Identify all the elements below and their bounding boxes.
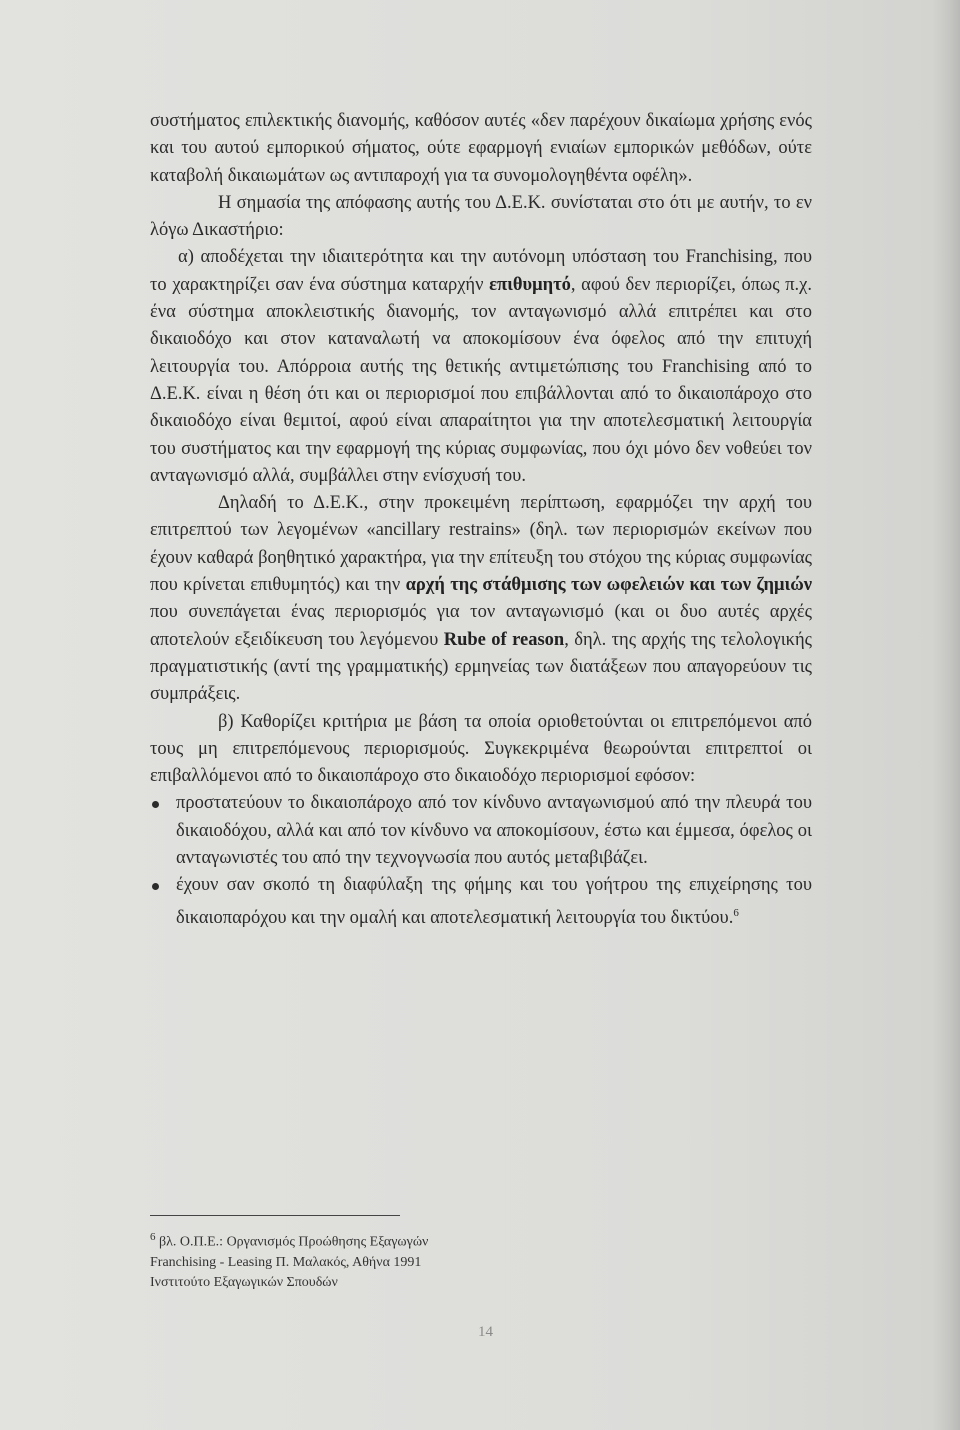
bullet-dot-icon <box>152 883 159 890</box>
footnote <box>150 1227 550 1293</box>
list-item <box>150 872 812 932</box>
body-text <box>150 108 812 932</box>
ancillary-text-mid: που συνεπάγεται ένας περιορισμός για τον ανταγωνισμό (και οι δυο αυτές αρχές αποτελούν εξειδίκευση του λεγόμενου <box>150 602 812 650</box>
point-a-bold-term: επιθυμητό <box>489 274 571 295</box>
point-a-text-cont: , αφού δεν περιορίζει, όπως π.χ. ένα σύστημα αποκλειστικής διανομής, τον ανταγωνισμό αλλά επιτρέπει και στο δικαιοδόχο και στον καταναλωτή να αποκομίσουν ένα όφελος από την επιτυχή λειτουργία του. Απόρροια αυτής της θετικής αντιμετώπισης του Franchising από το Δ.Ε.Κ. είναι η θέση ότι και οι περιορισμοί που επιβάλλονται από το δικαιοπάροχο στο δικαιοδόχο είναι θεμιτοί, αφού είναι απαραίτητοι για την αποτελεσματική λειτουργία του συστήματος και την εφαρμογή της κύριας συμφωνίας, που όχι μόνο δεν νοθεύει τον ανταγωνισμό αλλά, συμβάλλει στην ενίσχυσή του. <box>150 274 812 486</box>
footnote-divider <box>150 1215 400 1216</box>
footnote-text-1: βλ. Ο.Π.Ε.: Οργανισμός Προώθησης Εξαγωγών <box>159 1234 429 1250</box>
list-item-text: έχουν σαν σκοπό τη διαφύλαξη της φήμης και του γοήτρου της επιχείρησης του δικαιοπαρόχου και την ομαλή και αποτελεσματική λειτουργία του δικτύου. <box>176 875 812 928</box>
footnote-line-3: Ινστιτούτο Εξαγωγικών Σπουδών <box>150 1274 338 1290</box>
paragraph-significance: Η σημασία της απόφασης αυτής του Δ.Ε.Κ. συνίσταται στο ότι με αυτήν, το εν λόγω Δικαστήριο: <box>150 192 812 241</box>
bullet-dot-icon <box>152 801 159 808</box>
ancillary-bold-principle: αρχή της στάθμισης των ωφελειών και των ζημιών <box>405 575 812 596</box>
footnote-reference: 6 <box>733 906 739 919</box>
paragraph-point-a <box>150 244 812 490</box>
footnote-line-2: Franchising - Leasing Π. Μαλακός, Αθήνα 1991 <box>150 1254 422 1270</box>
footnote-line-1 <box>150 1227 550 1253</box>
criteria-list <box>150 790 812 932</box>
page-edge-shadow <box>932 0 960 1430</box>
page-number: 14 <box>478 1324 493 1340</box>
list-item <box>150 790 812 872</box>
footnote-marker: 6 <box>150 1231 156 1243</box>
paragraph-continuation: συστήματος επιλεκτικής διανομής, καθόσον αυτές «δεν παρέχουν δικαίωμα χρήσης ενός και του αυτού εμπορικού σήματος, ούτε εφαρμογή ενιαίων εμπορικών μεθόδων, ούτε καταβολή δικαιωμάτων ως αντιπαροχή για τα συνομολογηθέντα οφέλη». <box>150 111 812 186</box>
ancillary-text-end: , δηλ. της αρχής της τελολογικής πραγματιστικής (αντί της γραμματικής) ερμηνείας των διατάξεων που απαγορεύουν τις συμπράξεις. <box>150 629 812 705</box>
point-a-text: α) αποδέχεται την ιδιαιτερότητα και την αυτόνομη υπόσταση του Franchising, που το χαρακτηρίζει σαν ένα σύστημα καταρχήν <box>150 247 812 295</box>
paragraph-ancillary <box>150 490 812 708</box>
ancillary-bold-rule: Rube of reason <box>443 629 565 650</box>
list-item-text: προστατεύουν το δικαιοπάροχο από τον κίνδυνο ανταγωνισμού από την πλευρά του δικαιοδόχου, αλλά και από τον κίνδυνο να αποκομίσουν, έστω και έμμεσα, όφελος οι ανταγωνιστές του από την τεχνογνωσία που αυτός μεταβιβάζει. <box>176 793 812 869</box>
ancillary-text: Δηλαδή το Δ.Ε.Κ., στην προκειμένη περίπτωση, εφαρμόζει την αρχή του επιτρεπτού των λεγομένων «ancillary restrains» (δηλ. των περιορισμών εκείνων που έχουν καθαρά βοηθητικό χαρακτήρα, για την επίτευξη του στόχου της κύριας συμφωνίας που κρίνεται επιθυμητός) και την <box>150 493 812 596</box>
paragraph-point-b: β) Καθορίζει κριτήρια με βάση τα οποία οριοθετούνται οι επιτρεπόμενοι από τους μη επιτρεπόμενους περιορισμούς. Συγκεκριμένα θεωρούνται επιτρεπτοί οι επιβαλλόμενοι από το δικαιοπάροχο στο δικαιοδόχο περιορισμοί εφόσον: <box>150 711 812 787</box>
